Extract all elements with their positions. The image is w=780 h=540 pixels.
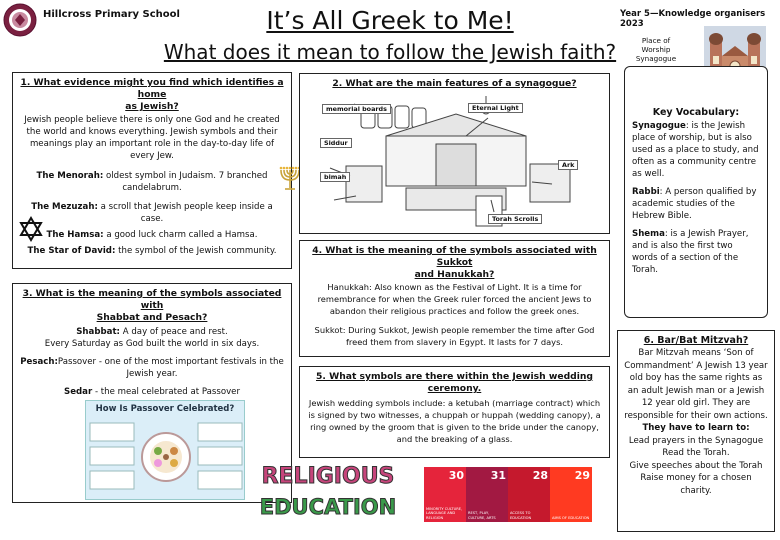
place-name: Synagogue [635,54,677,63]
q5-title-line2: ceremony. [427,383,482,394]
mitzvah-text: Bar Mitzvah means ‘Son of Commandment’ A Jewish 13 year old boy has the same rights as an adult Jewish man or a Jewish 12 year old girl. They are responsible for their own actions. [624,348,768,421]
section-home-evidence [12,72,292,269]
wedding-text: Jewish wedding symbols include: a ketubah (marriage contract) which is signed by two witnesses, a chuppah or huppah (wedding canopy), a ring owned by the groom that is given to the bride under the canopy, and the breaking of a glass. [308,398,601,444]
logo-line2: EDUCATION [259,495,397,519]
vocab-rabbi-term: Rabbi [632,187,660,197]
q5-title-line1: 5. What symbols are there within the Jewish wedding [315,371,594,382]
place-label-line1: Place of [641,36,671,45]
vocab-synagogue [632,120,760,180]
q1-title [19,77,285,113]
passover-poster-image [85,400,245,500]
vocab-synagogue-def: : is the Jewish place of worship, but is also used as a place to study, and often as a community centre as well. [632,121,759,179]
pesach-term: Pesach: [20,357,58,367]
pesach-entry [19,356,285,380]
q5-title [307,371,602,395]
vocab-rabbi-def: : A person qualified by academic studies of the Hebrew Bible. [632,187,757,221]
hamsa-term: The Hamsa: [46,230,104,240]
label-memorial-boards: memorial boards [322,104,391,114]
menorah-def: oldest symbol in Judaism. 7 branched candelabrum. [103,171,268,193]
star-def: the symbol of the Jewish community. [115,246,277,256]
q3-title [19,288,285,324]
rights-tile-31-label: REST, PLAY, CULTURE, ARTS [468,511,496,520]
q1-intro: Jewish people believe there is only one God and he created the world and knows everything. Jewish symbols and their meanings play an important role in the day-to-day life of every Jew. [24,115,280,161]
page-title: It’s All Greek to Me! [266,6,514,35]
section-key-vocabulary [624,66,768,318]
pesach-def: Passover - one of the most important festivals in the Jewish year. [57,357,284,379]
school-name: Hillcross Primary School [43,9,180,20]
label-siddur: Siddur [320,138,352,148]
q1-title-line2: as Jewish? [125,101,179,112]
religious-education-logo [252,462,404,532]
rights-tile-28-num: 28 [532,469,548,482]
label-ark: Ark [558,160,578,170]
label-bimah: bimah [320,172,350,182]
sukkot-text: Sukkot: During Sukkot, Jewish people remember the time after God freed them from slavery in Egypt. It lasts for 7 days. [314,325,595,347]
sedar-entry [19,386,285,398]
shabbat-def: A day of peace and rest. [120,327,228,337]
rights-tile-30-label: MINORITY CULTURE, LANGUAGE AND RELIGION [426,506,463,520]
q4-title [307,245,602,281]
hamsa-entry [19,229,285,241]
q3-title-line1: 3. What is the meaning of the symbols associated with [22,288,282,311]
learn-item-2: Read the Torah. [662,448,730,458]
label-eternal-light: Eternal Light [468,103,523,113]
section-bar-bat-mitzvah [617,330,775,532]
q6-title: 6. Bar/Bat Mitzvah? [643,335,749,346]
vocab-shema-term: Shema [632,229,665,239]
rights-tile-29-label: AIMS OF EDUCATION [552,515,590,520]
menorah-entry [19,170,285,194]
mezuzah-entry [19,201,285,225]
label-torah-scrolls: Torah Scrolls [488,214,542,224]
learn-item-1: Lead prayers in the Synagogue [628,435,764,446]
rights-tile-30-num: 30 [448,469,464,482]
place-label [628,36,684,63]
rights-tile-28 [508,467,550,522]
mezuzah-term: The Mezuzah: [31,202,98,212]
learn-item-3: Give speeches about the Torah [629,460,763,471]
shabbat-line2: Every Saturday as God built the world in six days. [44,339,260,349]
mezuzah-def: a scroll that Jewish people keep inside a case. [97,202,273,224]
shabbat-term: Shabbat: [76,327,120,337]
sedar-def: - the meal celebrated at Passover [92,387,240,397]
passover-poster-title: How Is Passover Celebrated? [95,404,235,414]
q3-title-line2: Shabbat and Pesach? [96,312,208,323]
year-label: Year 5—Knowledge organisers 2023 [620,9,766,29]
sedar-term: Sedar [64,387,93,397]
vocab-shema [632,228,760,276]
rights-tile-29 [550,467,592,522]
vocab-synagogue-term: Synagogue [632,121,686,131]
vocab-shema-def: : is a Jewish Prayer, and is also the first two words of a section of the Torah. [632,229,749,275]
section-wedding-symbols [299,366,610,458]
section-sukkot-hanukkah [299,240,610,357]
menorah-term: The Menorah: [36,171,104,181]
rights-tile-28-label: ACCESS TO EDUCATION [510,511,532,520]
learn-heading: They have to learn to: [642,423,750,433]
place-label-line2: Worship [641,45,671,54]
vocab-heading: Key Vocabulary: [652,107,740,118]
vocab-rabbi [632,186,760,222]
rights-tiles [424,467,592,522]
page-subtitle: What does it mean to follow the Jewish faith? [163,40,617,64]
star-of-david-icon [18,216,44,242]
shabbat-entry [19,326,285,338]
star-term: The Star of David: [27,246,116,256]
q2-title: 2. What are the main features of a synagogue? [332,78,577,89]
q4-title-line2: and Hanukkah? [414,269,495,280]
rights-tile-31-num: 31 [490,469,506,482]
q1-title-line1: 1. What evidence might you find which identifies a home [20,77,284,100]
hanukkah-text: Hanukkah: Also known as the Festival of Light. It is a time for remembrance for when the Greek ruler forced the ancient Jews to abandon their religious practices and follow the greek ones. [317,282,592,316]
rights-tile-31 [466,467,508,522]
q4-title-line1: 4. What is the meaning of the symbols associated with Sukkot [312,245,597,268]
hamsa-def: a good luck charm called a Hamsa. [103,230,258,240]
rights-tile-29-num: 29 [574,469,590,482]
learn-item-4: Raise money for a chosen charity. [640,473,752,496]
section-synagogue-features [299,73,610,234]
logo-line1: RELIGIOUS [261,464,395,489]
rights-tile-30 [424,467,466,522]
star-entry [19,245,285,257]
school-crest-logo [3,3,37,37]
